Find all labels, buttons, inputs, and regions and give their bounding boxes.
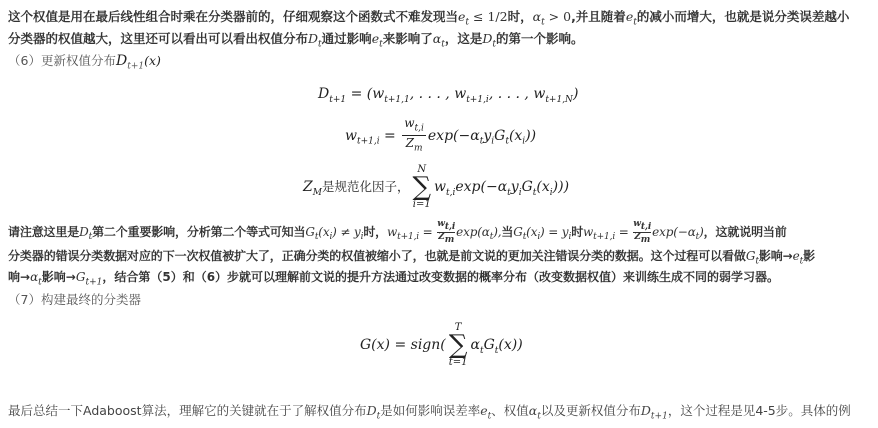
para2-line-1: 请注意这里是$D_t$第二个重要影响，分析第二个等式可知当$G_t(x_i) \ne y_i$时，$w_{t+1,i}$ = $\frac{w_{t,i}}{Z_m}$ $\exp(\alpha_t)$,当$G_t(x_i) = y_i$时$w_{t+1,i}$ = $\frac{w_{t,i}}{Z_m}$ $\exp(-\alpha_t)$，这就说明当前 (8, 219, 787, 245)
equation-final-classifier: G(x) = sign( T ∑ t=1 $\alpha_tG_t(x)$) (360, 322, 523, 368)
step7-heading: （7）构建最终的分类器 (8, 292, 141, 307)
para2-line-2: 分类器的错误分类数据对应的下一次权值被扩大了，正确分类的权值被缩小了，也就是前文说的更加关注错误分类的数据。这个过程可以看做$G_t$影响$\to e_t$影 (8, 249, 816, 267)
summation-symbol: N ∑ i=1 (412, 164, 432, 210)
fraction-w-over-z: $\frac{w_{t,i}}{Z_m}$ (404, 116, 424, 154)
summation-symbol: T ∑ t=1 (448, 322, 468, 368)
intro-line-1: 这个权值是用在最后线性组合时乘在分类器前的，仔细观察这个函数式不难发现当$e_t \le 1/2$时，$\alpha_t > 0$,并且随着$e_t$的减小而增大，也就是说分类误差越小 (8, 9, 850, 28)
inline-fraction-1: $\frac{w_{t,i}}{Z_m}$ (437, 219, 456, 245)
inline-fraction-2: $\frac{w_{t,i}}{Z_m}$ (633, 219, 652, 245)
equation-weight-vector: $D_{t+1} = (w_{t+1,1}$, . . . , $w_{t+1,i}$, . . . , $w_{t+1,N}$) (318, 86, 579, 105)
step6-heading: （6）更新权值分布$D_{t+1}(x)$ (8, 53, 161, 72)
equation-normalization-factor: $Z_M$是规范化因子， N ∑ i=1 $w_{t,i}\exp(-\alpha_ty_iG_t(x_i))$) (303, 164, 570, 210)
intro-line-2: 分类器的权值越大，这里还可以看出可以看出权值分布$D_t$通过影响$e_t$来影响了$\alpha_t$，这是$D_t$的第一个影响。 (8, 31, 584, 50)
para2-line-3: 响$\to\alpha_t$影响$\to G_{t+1}$，结合第（5）和（6）步就可以理解前文说的提升方法通过改变数据的概率分布（改变数据权值）来训练生成不同的弱学习器。 (8, 270, 780, 288)
summary-line: 最后总结一下Adaboost算法，理解它的关键就在于了解权值分布$D_t$是如何影响误差率$e_t$、权值$\alpha_t$以及更新权值分布$D_{t+1}$，这个过程是见4-5步。具体的例 (8, 403, 851, 422)
equation-weight-update: $w_{t+1,i}$ = $\frac{w_{t,i}}{Z_m}$ $\exp(-\alpha_ty_iG_t(x_i))$ (345, 116, 537, 154)
